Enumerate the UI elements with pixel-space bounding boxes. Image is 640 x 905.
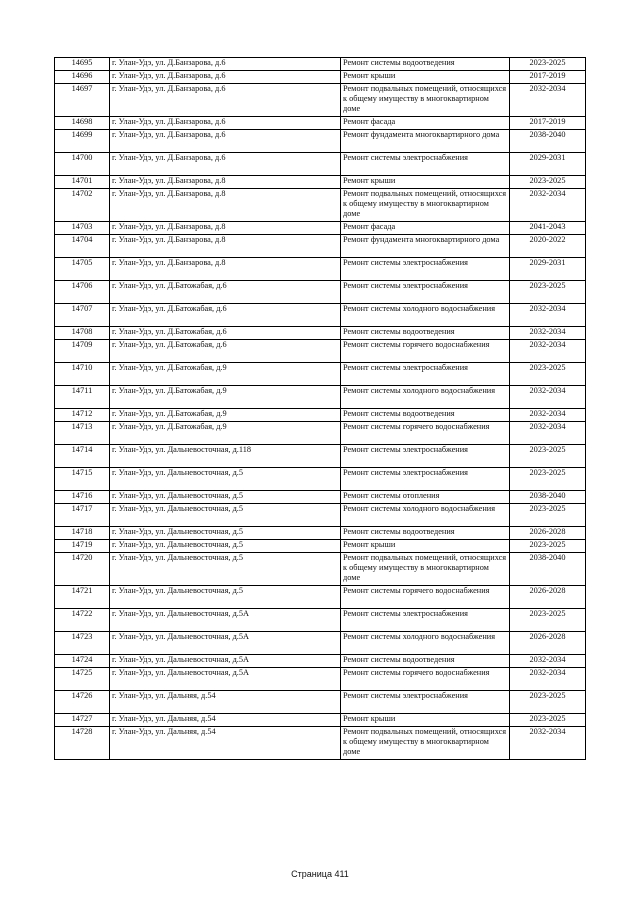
work-type-cell: Ремонт системы горячего водоснабжения: [341, 422, 510, 445]
row-number-cell: 14707: [55, 304, 110, 327]
row-number-cell: 14725: [55, 668, 110, 691]
table-row: [55, 632, 586, 655]
row-number-cell: 14703: [55, 222, 110, 235]
row-number-cell: 14727: [55, 714, 110, 727]
work-type-cell: Ремонт фундамента многоквартирного дома: [341, 130, 510, 153]
period-cell: 2032-2034: [510, 655, 586, 668]
table-row: [55, 655, 586, 668]
work-type-cell: Ремонт подвальных помещений, относящихся к общему имуществу в многоквартирном доме: [341, 553, 510, 586]
table-row: [55, 304, 586, 327]
table-row: [55, 58, 586, 71]
row-number-cell: 14698: [55, 117, 110, 130]
table-body: [55, 58, 586, 760]
row-number-cell: 14715: [55, 468, 110, 491]
table-row: [55, 258, 586, 281]
work-type-cell: Ремонт системы водоотведения: [341, 409, 510, 422]
table-row: [55, 714, 586, 727]
period-cell: 2041-2043: [510, 222, 586, 235]
row-number-cell: 14699: [55, 130, 110, 153]
row-number-cell: 14704: [55, 235, 110, 258]
period-cell: 2023-2025: [510, 363, 586, 386]
period-cell: 2023-2025: [510, 609, 586, 632]
period-cell: 2023-2025: [510, 714, 586, 727]
table-row: [55, 527, 586, 540]
period-cell: 2023-2025: [510, 504, 586, 527]
work-type-cell: Ремонт системы электроснабжения: [341, 153, 510, 176]
address-cell: г. Улан-Удэ, ул. Д.Батожабая, д.6: [110, 304, 341, 327]
period-cell: 2032-2034: [510, 422, 586, 445]
table-row: [55, 281, 586, 304]
period-cell: 2026-2028: [510, 527, 586, 540]
address-cell: г. Улан-Удэ, ул. Дальневосточная, д.5: [110, 527, 341, 540]
row-number-cell: 14702: [55, 189, 110, 222]
work-type-cell: Ремонт системы электроснабжения: [341, 363, 510, 386]
table-row: [55, 727, 586, 760]
table-row: [55, 327, 586, 340]
repair-schedule-table: [54, 57, 586, 760]
table-row: [55, 691, 586, 714]
work-type-cell: Ремонт системы водоотведения: [341, 655, 510, 668]
address-cell: г. Улан-Удэ, ул. Дальневосточная, д.5: [110, 586, 341, 609]
address-cell: г. Улан-Удэ, ул. Дальняя, д.54: [110, 714, 341, 727]
period-cell: 2023-2025: [510, 540, 586, 553]
table-row: [55, 491, 586, 504]
work-type-cell: Ремонт системы водоотведения: [341, 58, 510, 71]
period-cell: 2038-2040: [510, 491, 586, 504]
work-type-cell: Ремонт системы электроснабжения: [341, 468, 510, 491]
address-cell: г. Улан-Удэ, ул. Дальняя, д.54: [110, 727, 341, 760]
row-number-cell: 14717: [55, 504, 110, 527]
address-cell: г. Улан-Удэ, ул. Д.Батожабая, д.9: [110, 409, 341, 422]
address-cell: г. Улан-Удэ, ул. Дальняя, д.54: [110, 691, 341, 714]
address-cell: г. Улан-Удэ, ул. Д.Батожабая, д.9: [110, 422, 341, 445]
table-row: [55, 363, 586, 386]
period-cell: 2032-2034: [510, 327, 586, 340]
row-number-cell: 14711: [55, 386, 110, 409]
row-number-cell: 14706: [55, 281, 110, 304]
row-number-cell: 14728: [55, 727, 110, 760]
address-cell: г. Улан-Удэ, ул. Дальневосточная, д.5А: [110, 609, 341, 632]
address-cell: г. Улан-Удэ, ул. Дальневосточная, д.5: [110, 553, 341, 586]
address-cell: г. Улан-Удэ, ул. Д.Батожабая, д.6: [110, 327, 341, 340]
work-type-cell: Ремонт крыши: [341, 176, 510, 189]
row-number-cell: 14696: [55, 71, 110, 84]
row-number-cell: 14705: [55, 258, 110, 281]
work-type-cell: Ремонт крыши: [341, 540, 510, 553]
period-cell: 2023-2025: [510, 445, 586, 468]
row-number-cell: 14724: [55, 655, 110, 668]
table-row: [55, 176, 586, 189]
work-type-cell: Ремонт системы водоотведения: [341, 527, 510, 540]
row-number-cell: 14714: [55, 445, 110, 468]
period-cell: 2029-2031: [510, 153, 586, 176]
address-cell: г. Улан-Удэ, ул. Дальневосточная, д.5А: [110, 655, 341, 668]
work-type-cell: Ремонт подвальных помещений, относящихся к общему имуществу в многоквартирном доме: [341, 189, 510, 222]
table-row: [55, 189, 586, 222]
address-cell: г. Улан-Удэ, ул. Д.Батожабая, д.9: [110, 363, 341, 386]
row-number-cell: 14695: [55, 58, 110, 71]
work-type-cell: Ремонт системы горячего водоснабжения: [341, 668, 510, 691]
address-cell: г. Улан-Удэ, ул. Дальневосточная, д.5А: [110, 632, 341, 655]
table-row: [55, 668, 586, 691]
period-cell: 2032-2034: [510, 727, 586, 760]
address-cell: г. Улан-Удэ, ул. Д.Банзарова, д.6: [110, 153, 341, 176]
table-row: [55, 504, 586, 527]
row-number-cell: 14718: [55, 527, 110, 540]
row-number-cell: 14708: [55, 327, 110, 340]
work-type-cell: Ремонт системы холодного водоснабжения: [341, 504, 510, 527]
work-type-cell: Ремонт системы холодного водоснабжения: [341, 386, 510, 409]
row-number-cell: 14723: [55, 632, 110, 655]
row-number-cell: 14712: [55, 409, 110, 422]
work-type-cell: Ремонт системы горячего водоснабжения: [341, 586, 510, 609]
address-cell: г. Улан-Удэ, ул. Дальневосточная, д.5А: [110, 668, 341, 691]
table-row: [55, 235, 586, 258]
work-type-cell: Ремонт системы горячего водоснабжения: [341, 340, 510, 363]
table-row: [55, 153, 586, 176]
row-number-cell: 14721: [55, 586, 110, 609]
table-row: [55, 386, 586, 409]
period-cell: 2029-2031: [510, 258, 586, 281]
row-number-cell: 14713: [55, 422, 110, 445]
period-cell: 2026-2028: [510, 586, 586, 609]
work-type-cell: Ремонт системы электроснабжения: [341, 445, 510, 468]
row-number-cell: 14701: [55, 176, 110, 189]
work-type-cell: Ремонт системы электроснабжения: [341, 691, 510, 714]
row-number-cell: 14720: [55, 553, 110, 586]
table-row: [55, 340, 586, 363]
work-type-cell: Ремонт фасада: [341, 117, 510, 130]
period-cell: 2032-2034: [510, 304, 586, 327]
table-row: [55, 468, 586, 491]
table-row: [55, 84, 586, 117]
work-type-cell: Ремонт системы электроснабжения: [341, 281, 510, 304]
row-number-cell: 14697: [55, 84, 110, 117]
address-cell: г. Улан-Удэ, ул. Д.Батожабая, д.6: [110, 340, 341, 363]
address-cell: г. Улан-Удэ, ул. Дальневосточная, д.118: [110, 445, 341, 468]
period-cell: 2023-2025: [510, 691, 586, 714]
address-cell: г. Улан-Удэ, ул. Д.Банзарова, д.8: [110, 222, 341, 235]
work-type-cell: Ремонт подвальных помещений, относящихся к общему имуществу в многоквартирном доме: [341, 727, 510, 760]
period-cell: 2017-2019: [510, 71, 586, 84]
period-cell: 2023-2025: [510, 281, 586, 304]
address-cell: г. Улан-Удэ, ул. Дальневосточная, д.5: [110, 468, 341, 491]
period-cell: 2023-2025: [510, 176, 586, 189]
row-number-cell: 14716: [55, 491, 110, 504]
period-cell: 2032-2034: [510, 386, 586, 409]
table-row: [55, 609, 586, 632]
period-cell: 2023-2025: [510, 58, 586, 71]
work-type-cell: Ремонт крыши: [341, 71, 510, 84]
address-cell: г. Улан-Удэ, ул. Д.Банзарова, д.8: [110, 176, 341, 189]
address-cell: г. Улан-Удэ, ул. Д.Банзарова, д.6: [110, 58, 341, 71]
address-cell: г. Улан-Удэ, ул. Д.Банзарова, д.8: [110, 235, 341, 258]
work-type-cell: Ремонт крыши: [341, 714, 510, 727]
row-number-cell: 14700: [55, 153, 110, 176]
work-type-cell: Ремонт системы холодного водоснабжения: [341, 632, 510, 655]
address-cell: г. Улан-Удэ, ул. Д.Банзарова, д.8: [110, 258, 341, 281]
table-row: [55, 422, 586, 445]
address-cell: г. Улан-Удэ, ул. Дальневосточная, д.5: [110, 491, 341, 504]
work-type-cell: Ремонт фасада: [341, 222, 510, 235]
period-cell: 2017-2019: [510, 117, 586, 130]
address-cell: г. Улан-Удэ, ул. Д.Банзарова, д.8: [110, 189, 341, 222]
work-type-cell: Ремонт системы электроснабжения: [341, 258, 510, 281]
work-type-cell: Ремонт системы холодного водоснабжения: [341, 304, 510, 327]
address-cell: г. Улан-Удэ, ул. Д.Банзарова, д.6: [110, 84, 341, 117]
row-number-cell: 14710: [55, 363, 110, 386]
table-row: [55, 117, 586, 130]
work-type-cell: Ремонт системы водоотведения: [341, 327, 510, 340]
table-row: [55, 222, 586, 235]
address-cell: г. Улан-Удэ, ул. Д.Батожабая, д.9: [110, 386, 341, 409]
row-number-cell: 14719: [55, 540, 110, 553]
period-cell: 2023-2025: [510, 468, 586, 491]
period-cell: 2032-2034: [510, 668, 586, 691]
table-row: [55, 130, 586, 153]
table-row: [55, 586, 586, 609]
period-cell: 2026-2028: [510, 632, 586, 655]
table-row: [55, 540, 586, 553]
period-cell: 2038-2040: [510, 130, 586, 153]
row-number-cell: 14709: [55, 340, 110, 363]
row-number-cell: 14722: [55, 609, 110, 632]
table-row: [55, 445, 586, 468]
address-cell: г. Улан-Удэ, ул. Д.Батожабая, д.6: [110, 281, 341, 304]
work-type-cell: Ремонт системы отопления: [341, 491, 510, 504]
address-cell: г. Улан-Удэ, ул. Д.Банзарова, д.6: [110, 130, 341, 153]
row-number-cell: 14726: [55, 691, 110, 714]
page-number: Страница 411: [291, 869, 349, 879]
table-row: [55, 409, 586, 422]
work-type-cell: Ремонт системы электроснабжения: [341, 609, 510, 632]
period-cell: 2032-2034: [510, 84, 586, 117]
table-row: [55, 71, 586, 84]
address-cell: г. Улан-Удэ, ул. Д.Банзарова, д.6: [110, 117, 341, 130]
address-cell: г. Улан-Удэ, ул. Д.Банзарова, д.6: [110, 71, 341, 84]
work-type-cell: Ремонт фундамента многоквартирного дома: [341, 235, 510, 258]
address-cell: г. Улан-Удэ, ул. Дальневосточная, д.5: [110, 504, 341, 527]
period-cell: 2038-2040: [510, 553, 586, 586]
period-cell: 2020-2022: [510, 235, 586, 258]
work-type-cell: Ремонт подвальных помещений, относящихся к общему имуществу в многоквартирном доме: [341, 84, 510, 117]
period-cell: 2032-2034: [510, 409, 586, 422]
period-cell: 2032-2034: [510, 340, 586, 363]
table-row: [55, 553, 586, 586]
period-cell: 2032-2034: [510, 189, 586, 222]
address-cell: г. Улан-Удэ, ул. Дальневосточная, д.5: [110, 540, 341, 553]
